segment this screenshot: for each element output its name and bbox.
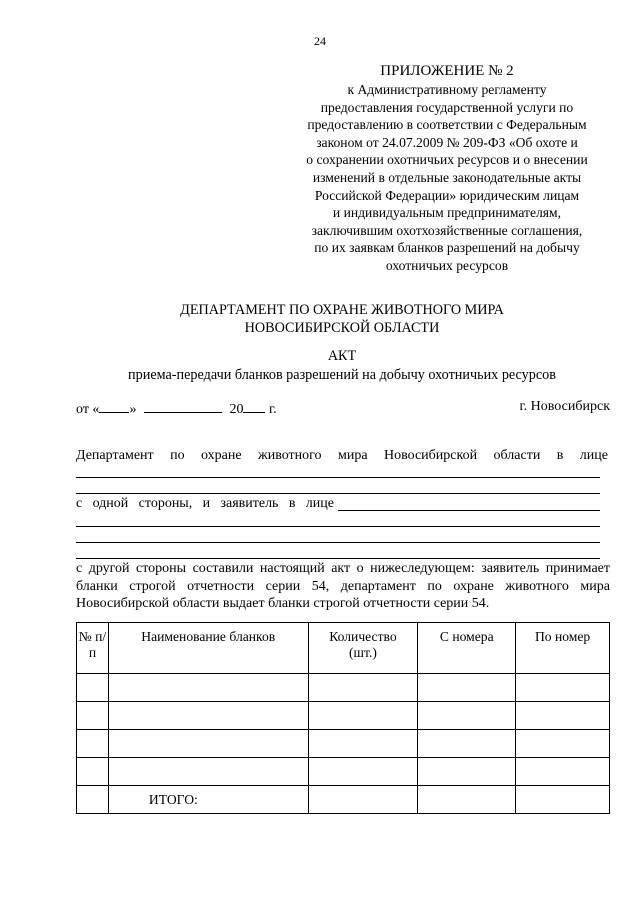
act-subtitle: приема-передачи бланков разрешений на добычу охотничьих ресурсов: [128, 366, 556, 383]
appendix-line: к Административному регламенту: [347, 82, 547, 97]
col-header-from: С номера: [418, 623, 516, 674]
act-heading: [0, 347, 640, 384]
appendix-line: о сохранении охотничьих ресурсов и о внесении: [306, 152, 588, 168]
fill-line[interactable]: [76, 526, 600, 527]
table-cell[interactable]: [77, 730, 109, 758]
table-cell[interactable]: [77, 674, 109, 702]
appendix-line: Российской Федерации» юридическим лицам: [314, 187, 580, 203]
table-cell[interactable]: [308, 758, 418, 786]
fill-line[interactable]: [76, 542, 600, 543]
appendix-line: по их заявкам бланков разрешений на добычу: [314, 240, 580, 256]
table-row: [77, 674, 610, 702]
dept-representative-line: Департамент по охране животного мира Новосибирской области в лице: [76, 448, 608, 463]
table-row: [77, 758, 610, 786]
table-cell[interactable]: [516, 674, 610, 702]
table-cell[interactable]: [108, 674, 308, 702]
appendix-line: законом от 24.07.2009 № 209-ФЗ «Об охоте и: [316, 134, 578, 150]
day-field[interactable]: [99, 399, 129, 413]
fill-line[interactable]: [76, 558, 600, 559]
table-cell[interactable]: [308, 702, 418, 730]
date-quote-close: »: [129, 402, 137, 417]
table-total-row: [77, 786, 610, 814]
col-header-qty: [308, 623, 418, 674]
year-suffix: г.: [268, 402, 277, 417]
table-cell[interactable]: [108, 758, 308, 786]
table-cell[interactable]: [418, 730, 516, 758]
appendix-line: заключившим охотхозяйственные соглашения,: [311, 222, 583, 238]
table-cell[interactable]: [308, 674, 418, 702]
blanks-table: [76, 622, 610, 814]
col-header-to: По номер: [516, 623, 610, 674]
appendix-title: ПРИЛОЖЕНИЕ № 2: [380, 63, 514, 79]
month-field[interactable]: [144, 399, 222, 413]
table-header-row: [77, 623, 610, 674]
fill-line[interactable]: [76, 493, 600, 494]
col-header-qty-line1: Количество: [329, 629, 397, 644]
table-cell[interactable]: [516, 702, 610, 730]
table-cell[interactable]: [418, 758, 516, 786]
fill-line[interactable]: [76, 477, 600, 478]
one-side-line: с одной стороны, и заявитель в лице: [76, 496, 334, 511]
date-from-label: от «: [76, 402, 100, 417]
total-label: ИТОГО:: [108, 786, 308, 814]
table-cell[interactable]: [108, 702, 308, 730]
table-cell[interactable]: [516, 758, 610, 786]
department-line-1: ДЕПАРТАМЕНТ ПО ОХРАНЕ ЖИВОТНОГО МИРА: [180, 302, 504, 318]
table-cell[interactable]: [516, 730, 610, 758]
department-heading: [0, 302, 640, 337]
agreement-paragraph: с другой стороны составили настоящий акт о нижеследующем: заявитель принимает бланки строгой отчетности серии 54, департамент по охране животного мира Новосибирской области выдает бланки строгой отчетности серии 54.: [76, 561, 610, 612]
table-cell[interactable]: [418, 702, 516, 730]
applicant-field[interactable]: [338, 510, 600, 511]
appendix-line: предоставления государственной услуги по: [320, 99, 574, 115]
table-cell[interactable]: [77, 786, 109, 814]
page-number: 24: [314, 34, 326, 48]
col-header-name: Наименование бланков: [108, 623, 308, 674]
table-cell[interactable]: [77, 758, 109, 786]
department-line-2: НОВОСИБИРСКОЙ ОБЛАСТИ: [244, 319, 440, 336]
appendix-line: охотничьих ресурсов: [385, 257, 509, 273]
col-header-num: № п/п: [77, 623, 109, 674]
col-header-qty-line2: (шт.): [349, 645, 377, 660]
table-cell[interactable]: [418, 786, 516, 814]
appendix-line: изменений в отдельные законодательные акты: [312, 169, 582, 185]
table-cell[interactable]: [308, 730, 418, 758]
table-cell[interactable]: [308, 786, 418, 814]
year-prefix: 20: [229, 402, 244, 417]
act-title: АКТ: [327, 348, 357, 364]
appendix-line: предоставлению в соответствии с Федеральным: [307, 117, 587, 133]
table-cell[interactable]: [516, 786, 610, 814]
year-field[interactable]: [243, 399, 265, 413]
table-cell[interactable]: [77, 702, 109, 730]
table-cell[interactable]: [108, 730, 308, 758]
table-row: [77, 730, 610, 758]
appendix-block: [282, 62, 612, 275]
table-cell[interactable]: [418, 674, 516, 702]
date-line: [76, 399, 610, 418]
appendix-line: и индивидуальным предпринимателям,: [332, 205, 562, 221]
table-row: [77, 702, 610, 730]
city-label: г. Новосибирск: [519, 399, 610, 414]
